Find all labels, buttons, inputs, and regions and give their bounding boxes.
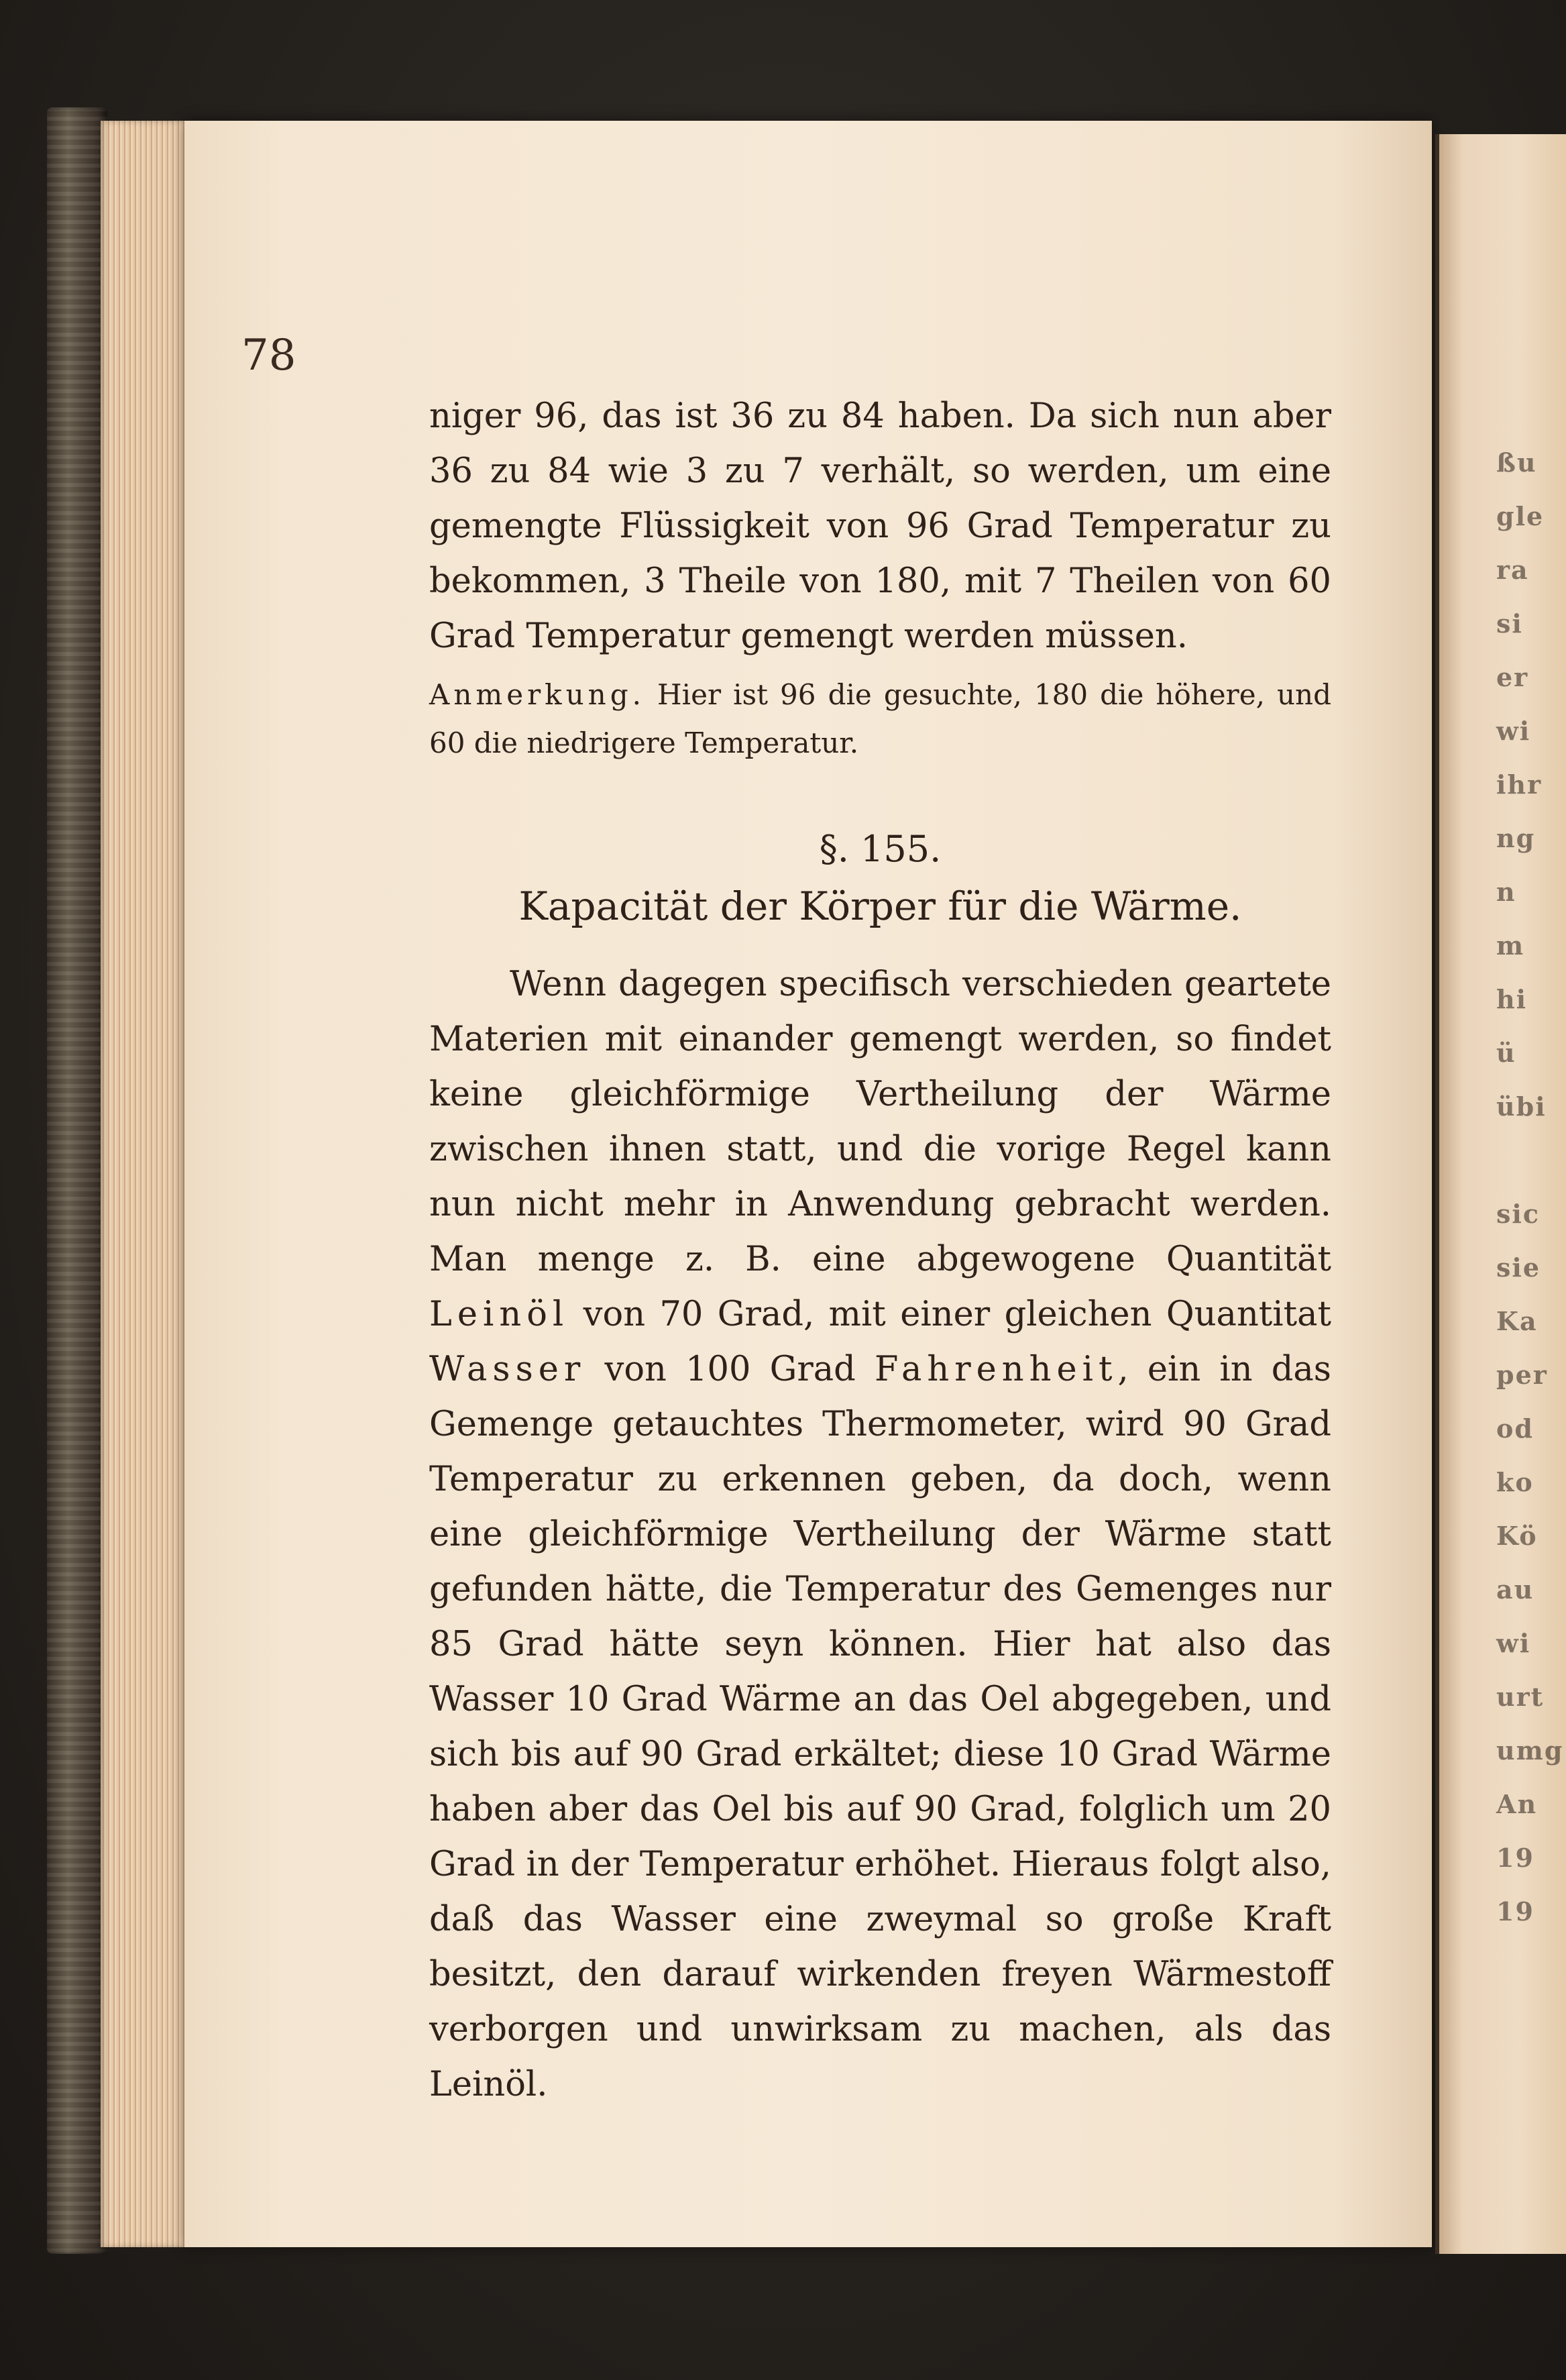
page-stack-edges <box>101 121 188 2247</box>
footnote-label: Anmerkung. <box>429 678 645 711</box>
term-leinoel: Leinöl <box>429 1295 569 1334</box>
page-number: 78 <box>241 331 296 380</box>
section-number: §. 155. <box>819 828 942 870</box>
book-cover-edge <box>47 107 107 2254</box>
footnote <box>429 671 1331 767</box>
next-page-text-fragments: ßu gle ra si er wi ihr ng n m hi ü übi sic sie Ka per od ko Kö au wi urt umg An 19 19 <box>1496 447 1564 1927</box>
section-paragraph <box>429 957 1331 2112</box>
paragraph-continuation: niger 96, das ist 36 zu 84 haben. Da sich nun aber 36 zu 84 wie 3 zu 7 verhält, so werden, um eine gemengte Flüssigkeit von 96 Grad Temperatur zu bekommen, 3 Theile von 180, mit 7 Theilen von 60 Grad Temperatur gemengt werden müssen. <box>429 396 1331 656</box>
paragraph-text-part-1: Wenn dagegen specifisch verschieden geartete Materien mit einander gemengt werden, so findet keine gleichförmige Vertheilung der Wärme zwischen ihnen statt, und die vorige Regel kann nun nicht mehr in Anwendung gebracht werden. Man menge z. B. eine abgewogene Quantität <box>429 965 1331 1279</box>
section-title: Kapacität der Körper für die Wärme. <box>518 883 1242 929</box>
term-wasser: Wasser <box>429 1350 586 1389</box>
paragraph-text-part-4: , ein in das Gemenge getauchtes Thermometer, wird 90 Grad Temperatur zu erkennen geben, da doch, wenn eine gleichförmige Vertheilung der Wärme statt gefunden hätte, die Temperatur des Gemenges nur 85 Grad hätte seyn können. Hier hat also das Wasser 10 Grad Wärme an das Oel abgegeben, und sich bis auf 90 Grad erkältet; diese 10 Grad Wärme haben aber das Oel bis auf 90 Grad, folglich um 20 Grad in der Temperatur erhöhet. Hieraus folgt also, daß das Wasser eine zweymal so große Kraft besitzt, den darauf wirkenden freyen Wärmestoff verborgen und unwirksam zu machen, als das Leinöl. <box>429 1350 1331 2104</box>
paragraph-text-part-3: von 100 Grad <box>585 1350 875 1389</box>
paragraph-text-part-2: von 70 Grad, mit einer gleichen Quantitat <box>569 1295 1331 1334</box>
page-content <box>429 389 1331 2112</box>
term-fahrenheit: Fahrenheit <box>875 1350 1118 1389</box>
next-page-edge <box>1435 134 1566 2254</box>
footnote-text: Hier ist 96 die gesuchte, 180 die höhere, und 60 die niedrigere Temperatur. <box>429 678 1331 759</box>
